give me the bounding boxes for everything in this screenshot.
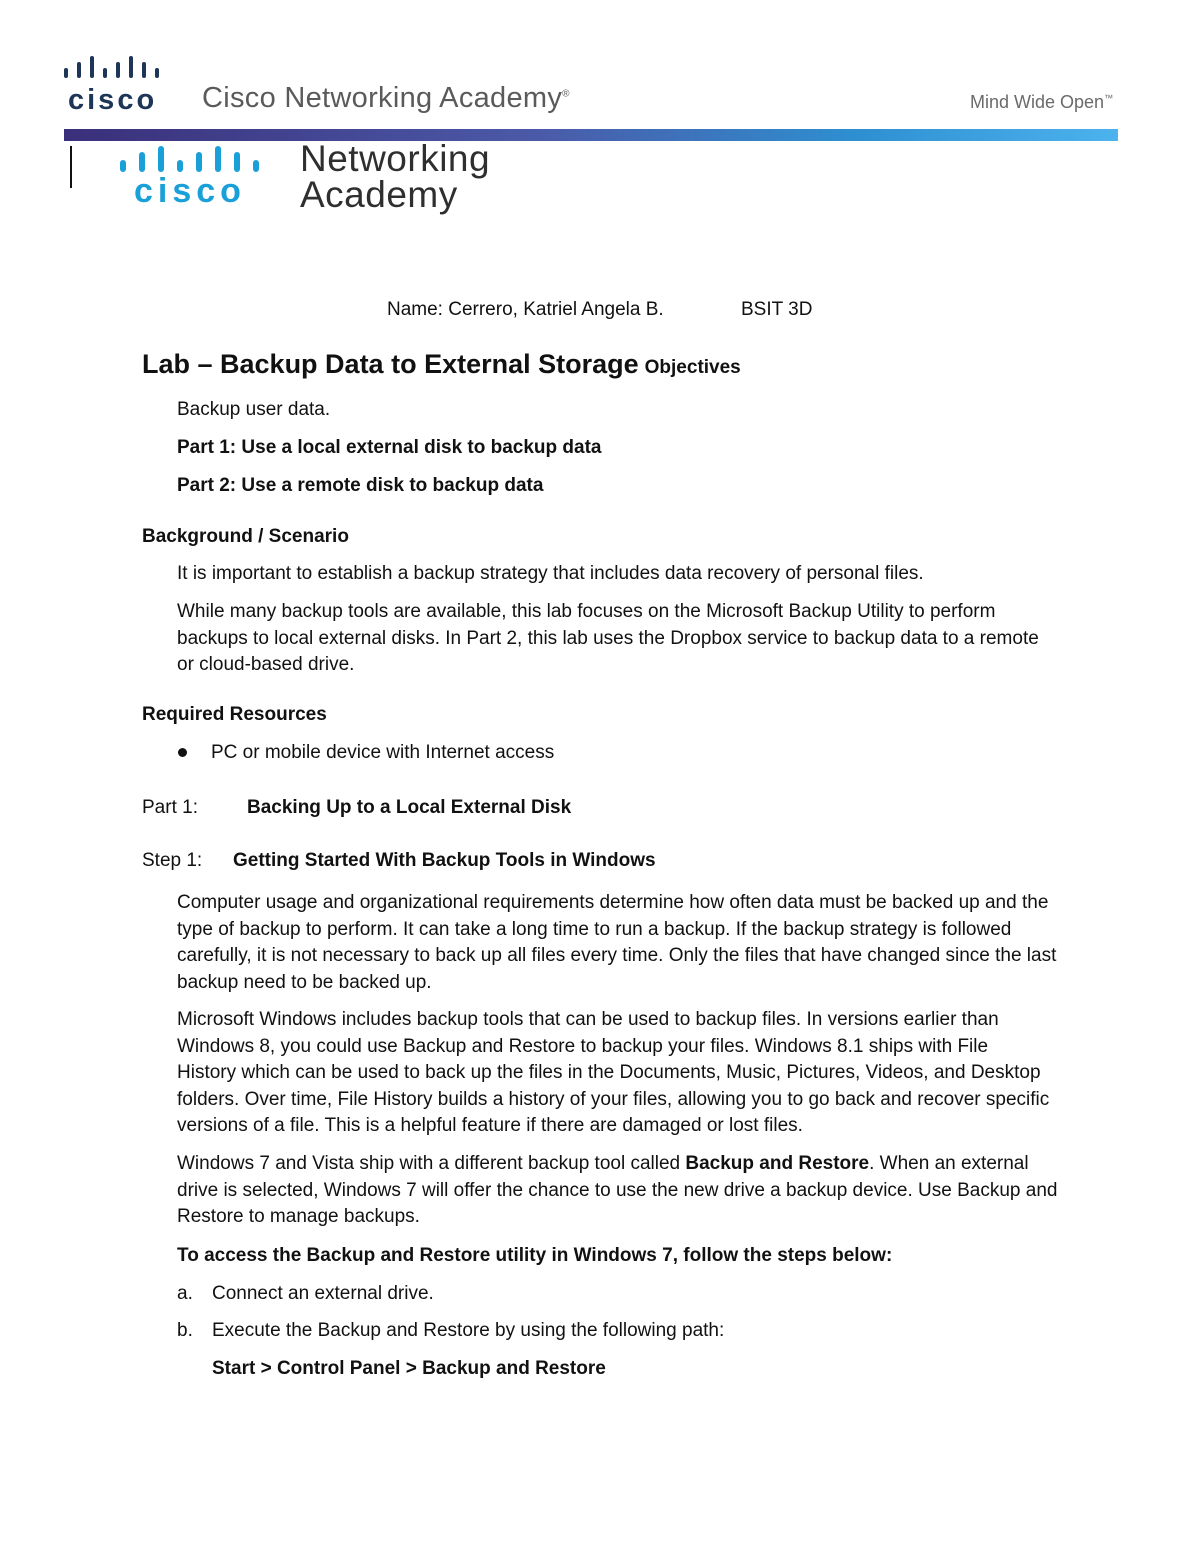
text-cursor-bar	[70, 146, 72, 188]
part1-label: Part 1:	[142, 797, 198, 818]
backup-restore-bold: Backup and Restore	[685, 1153, 870, 1174]
student-section: BSIT 3D	[741, 299, 813, 320]
control-panel-path: Start > Control Panel > Backup and Restore	[212, 1358, 606, 1379]
access-heading: To access the Backup and Restore utility in Windows 7, follow the steps below:	[177, 1245, 893, 1266]
academy-title: Cisco Networking Academy®	[202, 82, 570, 114]
cisco-bars-logo-icon	[64, 56, 174, 84]
list-item: Connect an external drive.	[212, 1283, 434, 1304]
list-marker: b.	[177, 1320, 193, 1341]
list-marker: a.	[177, 1283, 193, 1304]
resources-heading: Required Resources	[142, 704, 327, 725]
lab-title: Lab – Backup Data to External Storage Objectives	[142, 349, 741, 379]
step1-paragraph-3: Windows 7 and Vista ship with a different backup tool called Backup and Restore. When an external drive is selected, Windows 7 will offer the chance to use the new drive a backup device. Use Backup and Restore to manage backups.	[177, 1153, 1058, 1227]
step1-title: Getting Started With Backup Tools in Windows	[233, 850, 656, 871]
cisco-wordmark-blue: cisco	[134, 172, 246, 210]
step1-paragraph-2: Microsoft Windows includes backup tools that can be used to backup files. In versions earlier than Windows 8, you could use Backup and Restore to backup your files. Windows 8.1 ships with File History which can be used to back up the files in the Documents, Music, Pictures, Videos, and Desktop folders. Over time, File History builds a history of your files, allowing you to go back and recover specific versions of a file. This is a helpful feature if there are damaged or lost files.	[177, 1009, 1050, 1136]
background-paragraph-2: While many backup tools are available, this lab focuses on the Microsoft Backup Utility to perform backups to local external disks. In Part 2, this lab uses the Dropbox service to backup data to a remote or cloud-based drive.	[177, 601, 1039, 675]
objective-item: Backup user data.	[177, 399, 331, 420]
background-paragraph-1: It is important to establish a backup strategy that includes data recovery of personal files.	[177, 563, 924, 584]
header-gradient-rule	[64, 129, 1118, 141]
tagline: Mind Wide Open™	[970, 92, 1114, 112]
cisco-wordmark: cisco	[68, 84, 158, 116]
cisco-bars-logo-icon	[120, 146, 280, 174]
list-item: Execute the Backup and Restore by using the following path:	[212, 1320, 725, 1341]
background-heading: Background / Scenario	[142, 526, 349, 547]
bullet-icon	[178, 748, 187, 757]
student-name: Name: Cerrero, Katriel Angela B.	[387, 299, 664, 320]
logo-academy: Academy	[300, 174, 458, 215]
part1-title: Backing Up to a Local External Disk	[247, 797, 572, 818]
resource-item: PC or mobile device with Internet access	[211, 742, 555, 763]
step1-paragraph-1: Computer usage and organizational requirements determine how often data must be backed up and the type of backup to perform. It can take a long time to run a backup. If the backup strategy is followed carefully, it is not necessary to back up all files every time. Only the files that have changed since the last backup need to be backed up.	[177, 892, 1057, 993]
trademark: ™	[1104, 93, 1114, 103]
step1-label: Step 1:	[142, 850, 203, 871]
registered-mark: ®	[562, 88, 570, 100]
objective-part1: Part 1: Use a local external disk to backup data	[177, 437, 602, 458]
objective-part2: Part 2: Use a remote disk to backup data	[177, 475, 544, 496]
objectives-heading: Objectives	[644, 357, 741, 378]
logo-networking: Networking	[300, 138, 491, 179]
